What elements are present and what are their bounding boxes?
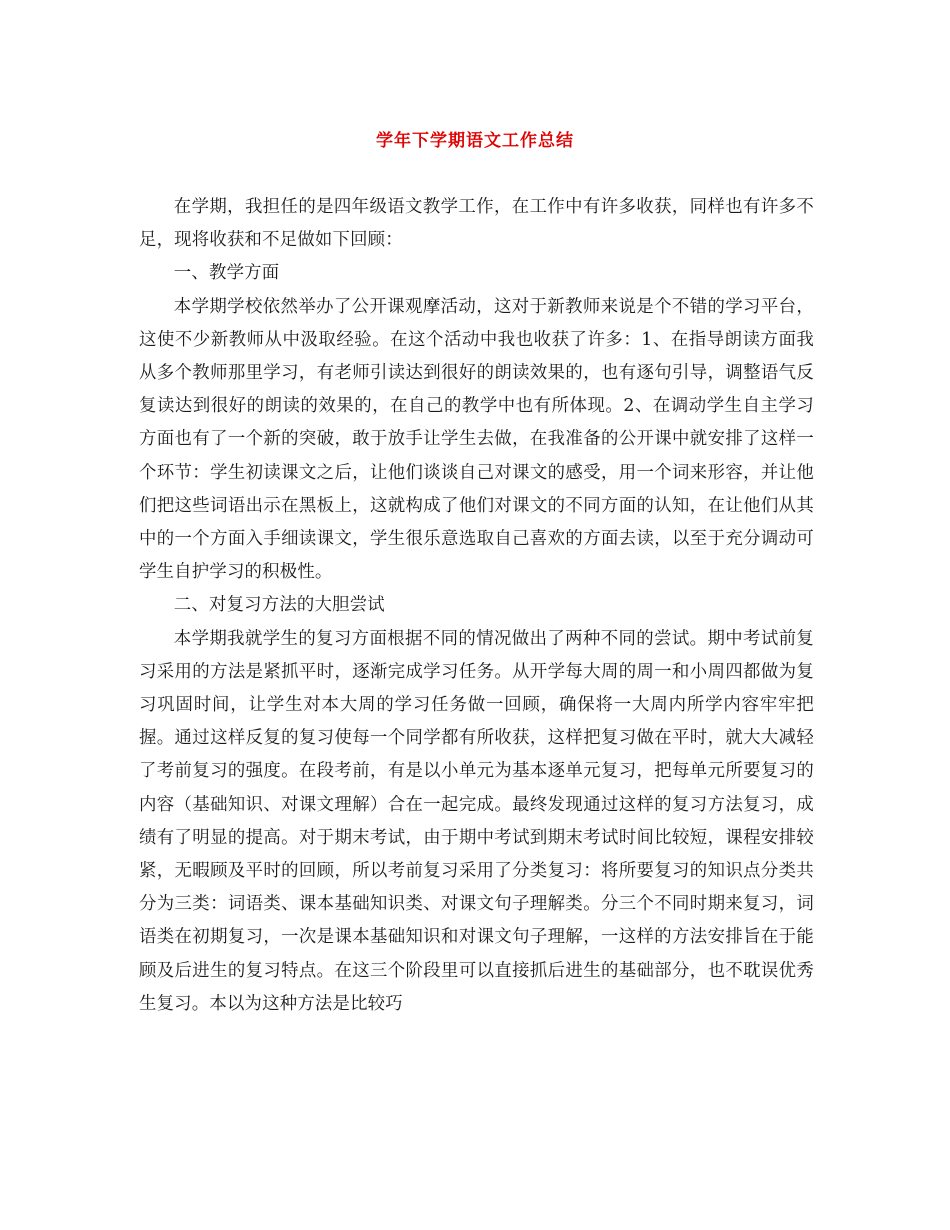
section-heading-teaching: 一、教学方面 <box>173 263 280 284</box>
document-title: 学年下学期语文工作总结 <box>376 131 574 151</box>
paragraph-intro: 在学期，我担任的是四年级语文教学工作，在工作中有许多收获，同样也有许多不足，现将收获和不足做如下回顾： <box>139 197 814 251</box>
paragraph-teaching: 本学期学校依然举办了公开课观摩活动，这对于新教师来说是个不错的学习平台，这使不少新教师从中汲取经验。在这个活动中我也收获了许多：1、在指导朗读方面我从多个教师那里学习，有老师引读达到很好的朗读效果的，也有逐句引导，调整语气反复读达到很好的朗读的效果的，在自己的教学中也有所体现。2、在调动学生自主学习方面也有了一个新的突破，敢于放手让学生去做，在我准备的公开课中就安排了这样一个环节：学生初读课文之后，让他们谈谈自己对课文的感受，用一个词来形容，并让他们把这些词语出示在黑板上，这就构成了他们对课文的不同方面的认知，在让他们从其中的一个方面入手细读课文，学生很乐意选取自己喜欢的方面去读，以至于充分调动可学生自护学习的积极性。 <box>139 296 814 583</box>
paragraph-review: 本学期我就学生的复习方面根据不同的情况做出了两种不同的尝试。期中考试前复习采用的方法是紧抓平时，逐渐完成学习任务。从开学每大周的周一和小周四都做为复习巩固时间，让学生对本大周的学习任务做一回顾，确保将一大周内所学内容牢牢把握。通过这样反复的复习使每一个同学都有所收获，这样把复习做在平时，就大大减轻了考前复习的强度。在段考前，有是以小单元为基本逐单元复习，把每单元所要复习的内容（基础知识、对课文理解）合在一起完成。最终发现通过这样的复习方法复习，成绩有了明显的提高。对于期末考试，由于期中考试到期末考试时间比较短，课程安排较紧，无暇顾及平时的回顾，所以考前复习采用了分类复习：将所要复习的知识点分类共分为三类：词语类、课本基础知识类、对课文句子理解类。分三个不同时期来复习，词语类在初期复习，一次是课本基础知识和对课文句子理解，一这样的方法安排旨在于能顾及后进生的复习特点。在这三个阶段里可以直接抓后进生的基础部分，也不耽误优秀生复习。本以为这种方法是比较巧 <box>139 628 814 1014</box>
section-heading-review: 二、对复习方法的大胆尝试 <box>173 595 385 616</box>
document-body <box>139 191 814 1021</box>
